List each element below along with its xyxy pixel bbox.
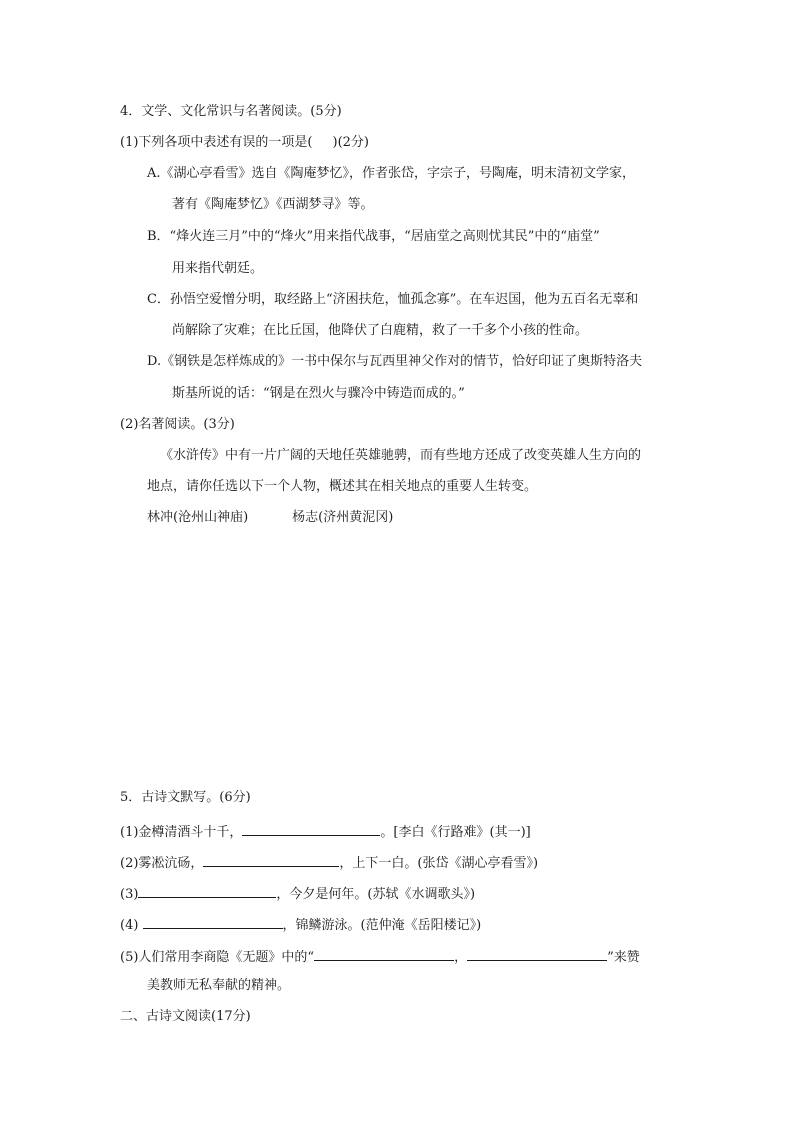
q4-part1-stem [120,134,369,152]
q5-item3-num: (3) [120,887,139,902]
q5-item5-tail: ”来赞 [607,950,640,965]
fill-blank-3[interactable] [138,883,276,898]
fill-blank-5b[interactable] [467,946,607,961]
option-a-line1: A.《湖心亭看雪》选自《陶庵梦忆》，作者张岱，字宗子，号陶庵，明末清初文学家， [147,166,636,181]
fill-blank-4[interactable] [143,914,283,929]
q5-item4-num: (4) [120,918,143,933]
q5-item5-comma: ， [454,950,468,965]
q4-part1-score: )(2分) [332,135,369,150]
q4-part2-line1: 《水浒传》中有一片广阔的天地任英雄驰骋，而有些地方还成了改变英雄人生方向的 [160,448,642,463]
option-a-line2: 著有《陶庵梦忆》《西湖梦寻》等。 [172,197,374,212]
q5-item3 [120,883,475,904]
option-b-line2: 用来指代朝廷。 [172,261,264,276]
q5-item5-text: (5)人们常用李商隐《无题》中的“ [120,950,315,965]
q5-item3-source: ，今夕是何年。(苏轼《水调歌头》) [276,887,476,902]
q5-heading: 5．古诗文默写。(6分) [120,790,251,805]
q5-item4 [120,914,481,935]
q4-part2-line2: 地点，请你任选以下一个人物，概述其在相关地点的重要人生转变。 [147,479,538,494]
option-b-line1: B．“烽火连三月”中的“烽火”用来指代战事，“居庙堂之高则忧其民”中的“庙堂” [147,229,600,244]
q5-item4-source: ，锦鳞游泳。(范仲淹《岳阳楼记》) [282,918,482,933]
q5-item1 [120,821,531,842]
choice-yang-zhi: 杨志(济州黄泥冈) [292,510,394,525]
q5-item2-source: ，上下一白。(张岱《湖心亭看雪》) [339,856,539,871]
option-d-line1: D.《钢铁是怎样炼成的》一书中保尔与瓦西里神父作对的情节，恰好印证了奥斯特洛夫 [147,354,643,369]
q4-part2-choices [147,509,393,527]
q4-part2-title: (2)名著阅读。(3分) [120,417,235,432]
option-d-line2: 斯基所说的话：“钢是在烈火与骤冷中铸造而成的。” [172,386,465,401]
section2-heading: 二、古诗文阅读(17分) [120,1009,251,1024]
fill-blank-5a[interactable] [314,946,454,961]
choice-lin-chong: 林冲(沧州山神庙) [147,510,249,525]
q5-item1-source: 。[李白《行路难》(其一)] [380,825,531,840]
fill-blank-2[interactable] [203,852,339,867]
q5-item2-text: (2)雾凇沆砀， [120,856,204,871]
q5-item5-line2: 美教师无私奉献的精神。 [147,978,291,993]
q5-item2 [120,852,538,873]
fill-blank-1[interactable] [242,821,380,836]
option-c-line1: C．孙悟空爱憎分明，取经路上“济困扶危，恤孤念寡”。在车迟国，他为五百名无辜和 [147,292,639,307]
q4-heading: 4．文学、文化常识与名著阅读。(5分) [120,104,342,119]
option-c-line2: 尚解除了灾难；在比丘国，他降伏了白鹿精，救了一千多个小孩的性命。 [172,323,589,338]
q5-item5 [120,946,640,967]
q5-item1-text: (1)金樽清酒斗十千， [120,825,243,840]
q4-part1-stem-text: (1)下列各项中表述有误的一项是( [120,135,313,150]
